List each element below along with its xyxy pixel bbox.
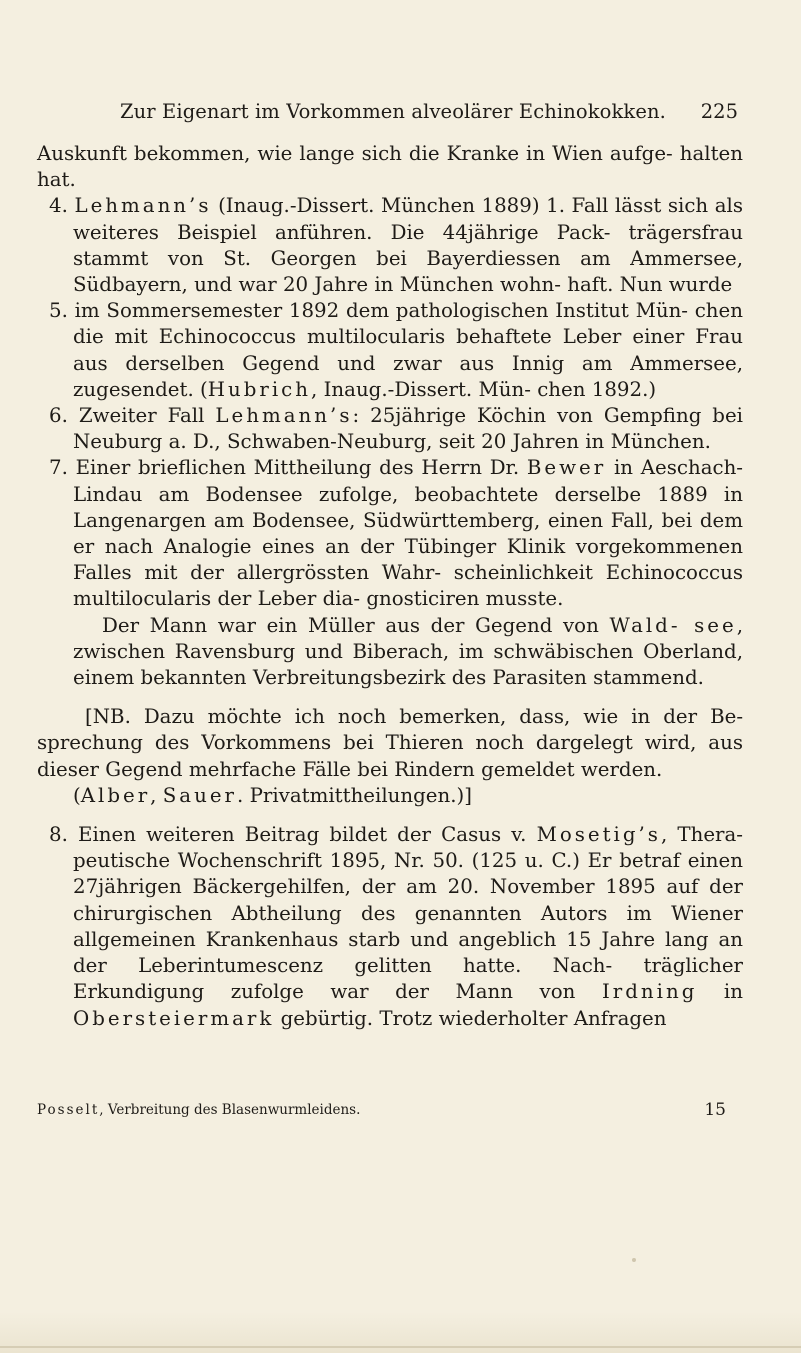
paragraph-sub [37,613,743,692]
note-text: [NB. Dazu möchte ich noch bemerken, dass, wie in der Be- sprechung des Vorkommens bei Thieren noch dargelegt wird, aus dieser Gegend mehrfache Fälle bei Rindern gemeldet werden. [37,705,743,781]
item-number: 8. [49,823,68,847]
author-name: Posselt [37,1102,100,1118]
list-item-4 [37,193,743,298]
item-number: 7. [49,456,68,480]
author-name: Alber [80,783,151,807]
author-name: Lehmann’s [215,404,353,428]
signature-text: , Verbreitung des Blasenwurmleidens. [99,1102,361,1118]
page-edge-line [0,1346,801,1348]
place-name: Obersteiermark [73,1006,275,1030]
list-item-7 [37,455,743,612]
paragraph-text: , Inaug.-Dissert. Mün- chen 1892.) [311,377,657,401]
paragraph-text: in [723,980,743,1004]
place-name: Wald- see [609,613,737,637]
running-title: Zur Eigenart im Vorkommen alveolärer Echinokokken. [120,100,666,123]
author-name: Lehmann’s [74,194,212,218]
paragraph-text: in Aeschach-Lindau am Bodensee zufolge, beobachtete derselbe 1889 in Langenargen am Bodensee, Südwürttemberg, einen Fall, bei dem er nach Analogie eines an der Tübinger Klinik vorgekommenen Falles mit der allergrössten Wahr- scheinlichkeit Echinococcus multilocularis der Leber dia- gnosticiren musste. [73,456,743,611]
paragraph-text: im Sommersemester 1892 dem pathologischen Institut Mün- chen die mit Echinococcus multilocularis behaftete Leber einer Frau aus derselben Gegend und zwar aus Innig am Ammersee, zugesendet. ( [73,299,743,401]
body-text [37,141,743,1032]
paragraph-text: Einen weiteren Beitrag bildet der Casus v. [78,823,527,847]
author-name: Bewer [526,456,607,480]
note-text: ( [73,783,81,807]
list-item-5 [37,298,743,403]
signature-line [37,1102,360,1118]
paragraph-text: , zwischen Ravensburg und Biberach, im schwäbischen Oberland, einem bekannten Verbreitungsbezirk des Parasiten stammend. [73,613,744,690]
author-name: Mosetig’s [536,823,661,847]
sheet-number: 15 [704,1100,726,1120]
page-number: 225 [700,100,738,123]
note-text: , [150,783,157,807]
list-item-8 [37,822,743,1032]
note-sources [37,783,743,809]
paragraph-text: (Inaug.-Dissert. München 1889) 1. Fall lässt sich als weiteres Beispiel anführen. Die 44jährige Pack- trägersfrau stammt von St. Georgen bei Bayerdiessen am Ammersee, Südbayern, und war 20 Jahre in München wohn- haft. Nun wurde [73,194,743,297]
item-number: 4. [49,194,68,218]
running-header [0,100,801,130]
place-name: Irdning [601,980,698,1004]
author-name: Hubrich [207,377,312,401]
paragraph-continuation [37,141,743,193]
paragraph-text: Auskunft bekommen, wie lange sich die Kranke in Wien aufge- halten hat. [37,142,743,192]
paragraph-text: Einer brieflichen Mittheilung des Herrn Dr. [75,456,520,480]
paragraph-text: Der Mann war ein Müller aus der Gegend von [102,613,599,637]
paragraph-text: gebürtig. Trotz wiederholter Anfragen [280,1006,667,1030]
item-number: 5. [49,299,68,323]
sheet-signature [37,1102,743,1126]
paper-speck [632,1258,636,1262]
author-name: Sauer [162,783,237,807]
paragraph-text: Zweiter Fall [78,404,205,428]
paragraph-text: : 25jährige Köchin von Gempfing bei Neuburg a. D., Schwaben-Neuburg, seit 20 Jahren in München. [73,404,744,454]
list-item-6 [37,403,743,455]
note-text: . Privatmittheilungen.)] [237,783,472,807]
paragraph-text: , Thera- peutische Wochenschrift 1895, Nr. 50. (125 u. C.) Er betraf einen 27jährigen Bäckergehilfen, der am 20. November 1895 auf der chirurgischen Abtheilung des genannten Autors im Wiener allgemeinen Krankenhaus starb und angeblich 15 Jahre lang an der Leberintumescenz gelitten hatte. Nach- träglicher Erkundigung zufolge war der Mann von [73,823,743,1004]
editorial-note [37,704,743,783]
item-number: 6. [49,404,68,428]
